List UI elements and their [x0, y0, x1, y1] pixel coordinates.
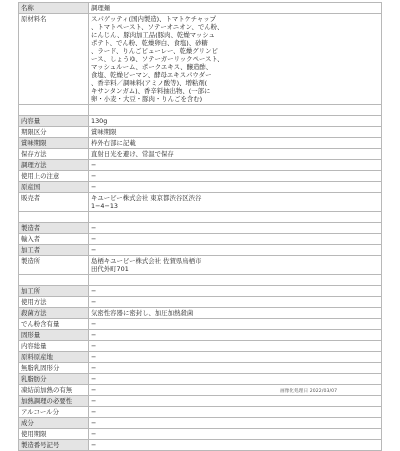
- table-row: [19, 374, 382, 385]
- row-value-line: −: [91, 342, 97, 350]
- row-value: [89, 245, 382, 256]
- row-value-line: にんじん、豚肉加工品(豚肉、乾燥マッシュ: [91, 31, 215, 39]
- row-label: 凍結前加熱の有無: [19, 385, 89, 396]
- row-value-line: 1−4−13: [91, 202, 118, 210]
- row-label: 加工者: [19, 245, 89, 256]
- table-row: [19, 429, 382, 440]
- table-row: [19, 149, 382, 160]
- row-value-line: −: [91, 246, 97, 254]
- row-label: 原産国: [19, 182, 89, 193]
- row-label: 調理方法: [19, 160, 89, 171]
- row-value-line: 、トマトペースト、ソテーオニオン、でん粉、: [91, 23, 224, 31]
- table-row: [19, 127, 382, 138]
- row-value: [89, 440, 382, 451]
- row-value: [89, 160, 382, 171]
- product-info-rows: [19, 3, 382, 451]
- row-value-line: −: [91, 408, 97, 416]
- row-value-line: −: [91, 364, 97, 372]
- row-value-line: 直射日光を避け、常温で保存: [91, 150, 174, 158]
- row-value: [89, 396, 382, 407]
- row-value-line: キユーピー株式会社 東京都渋谷区渋谷: [91, 194, 202, 202]
- row-value-line: −: [91, 375, 97, 383]
- table-row: [19, 418, 382, 429]
- row-label: 使用期限: [19, 429, 89, 440]
- row-value-line: 田代外町701: [91, 265, 129, 273]
- row-label: 製造所: [19, 256, 89, 275]
- row-value-line: キサンタンガム)、香辛料抽出物、(一部に: [91, 87, 211, 95]
- row-value: [89, 363, 382, 374]
- table-row: [19, 3, 382, 14]
- row-label: 加熱調理の必要性: [19, 396, 89, 407]
- row-value-line: スパゲッティ(国内製造)、トマトケチャップ: [91, 15, 217, 23]
- row-value-line: −: [91, 183, 97, 191]
- row-value: [89, 212, 382, 223]
- row-value: [89, 234, 382, 245]
- row-value: [89, 3, 382, 14]
- row-value-line: −: [91, 298, 97, 306]
- row-value-line: −: [91, 441, 97, 449]
- table-row: [19, 234, 382, 245]
- table-row: [19, 352, 382, 363]
- row-value: [89, 127, 382, 138]
- row-label: 固形量: [19, 330, 89, 341]
- row-value: [89, 182, 382, 193]
- processing-date-footer: 画像化処理日 2022/03/07: [280, 389, 338, 394]
- row-label: 製造者: [19, 223, 89, 234]
- row-value-line: 卵・小麦・大豆・豚肉・りんごを含む): [91, 95, 203, 103]
- row-value-line: 、ラード、りんごピューレー、乾燥グリンピ: [91, 47, 218, 55]
- row-value-line: 島栖キユーピー株式会社 佐賀県鳥栖市: [91, 257, 202, 265]
- row-value-line: −: [91, 386, 97, 394]
- table-row: [19, 116, 382, 127]
- row-value: [89, 429, 382, 440]
- row-value-line: −: [91, 161, 97, 169]
- table-row: [19, 212, 382, 223]
- row-label: 加工所: [19, 286, 89, 297]
- row-label: 保存方法: [19, 149, 89, 160]
- row-value: [89, 286, 382, 297]
- row-value: [89, 105, 382, 116]
- row-value-line: −: [91, 419, 97, 427]
- row-value-line: 賞味期限: [91, 128, 117, 136]
- row-value-line: −: [91, 172, 97, 180]
- table-row: [19, 171, 382, 182]
- row-value-line: −: [91, 224, 97, 232]
- row-value-line: 130g: [91, 117, 108, 125]
- row-value-line: −: [91, 353, 97, 361]
- table-row: [19, 407, 382, 418]
- table-row: [19, 330, 382, 341]
- table-row: [19, 182, 382, 193]
- row-value: [89, 14, 382, 105]
- row-value-line: 気密性容器に密封し、加圧加熱殺菌: [91, 309, 194, 317]
- row-value-line: マッシュルーム、ポークエキス、醸造酢、: [91, 63, 213, 71]
- row-value: [89, 171, 382, 182]
- row-label: 名称: [19, 3, 89, 14]
- row-value: [89, 341, 382, 352]
- row-label: 販売者: [19, 193, 89, 212]
- row-value: [89, 385, 382, 396]
- table-row: [19, 440, 382, 451]
- row-value-line: 枠外右部に記載: [91, 139, 136, 147]
- row-label: 賞味期限: [19, 138, 89, 149]
- row-label: 使用方法: [19, 297, 89, 308]
- table-row: [19, 160, 382, 171]
- row-value-line: ース、しょうゆ、ソテーガーリックペースト、: [91, 55, 224, 63]
- table-row: [19, 297, 382, 308]
- row-label: 原料原産地: [19, 352, 89, 363]
- row-label: 使用上の注意: [19, 171, 89, 182]
- row-label: 原材料名: [19, 14, 89, 105]
- row-value: [89, 418, 382, 429]
- row-label: 成分: [19, 418, 89, 429]
- row-value: [89, 193, 382, 212]
- row-label: でん粉含有量: [19, 319, 89, 330]
- row-label: 殺菌方法: [19, 308, 89, 319]
- row-label: 輸入者: [19, 234, 89, 245]
- table-row: [19, 286, 382, 297]
- row-value: [89, 352, 382, 363]
- row-label: アルコール分: [19, 407, 89, 418]
- row-label: [19, 212, 89, 223]
- row-value: [89, 407, 382, 418]
- row-value: [89, 149, 382, 160]
- product-info-table: [18, 2, 382, 451]
- row-value-line: −: [91, 287, 97, 295]
- table-row: [19, 308, 382, 319]
- table-row: [19, 138, 382, 149]
- table-row: [19, 341, 382, 352]
- row-value-line: −: [91, 320, 97, 328]
- table-row: [19, 245, 382, 256]
- table-row: [19, 223, 382, 234]
- row-label: 期限区分: [19, 127, 89, 138]
- row-value-line: 食塩、乾燥ピーマン、酵母エキスパウダー: [91, 71, 212, 79]
- table-row: [19, 193, 382, 212]
- table-row: [19, 275, 382, 286]
- row-value-line: −: [91, 397, 97, 405]
- row-value: [89, 330, 382, 341]
- table-row: [19, 105, 382, 116]
- row-value: [89, 275, 382, 286]
- row-label: 製造番号記号: [19, 440, 89, 451]
- row-value: [89, 223, 382, 234]
- row-label: [19, 275, 89, 286]
- row-value: [89, 138, 382, 149]
- row-value: [89, 374, 382, 385]
- row-value: [89, 297, 382, 308]
- row-label: 内容量: [19, 116, 89, 127]
- row-value-line: ポテト、でん粉、乾燥卵白、食塩)、砂糖: [91, 39, 208, 47]
- row-value-line: 調理麺: [91, 4, 111, 12]
- product-label-sheet: [18, 2, 382, 451]
- table-row: [19, 396, 382, 407]
- row-label: [19, 105, 89, 116]
- row-value: [89, 116, 382, 127]
- row-value-line: 、香辛料／調味料(アミノ酸等)、増粘剤(: [91, 79, 208, 87]
- row-value-line: −: [91, 430, 97, 438]
- row-label: 無脂乳固形分: [19, 363, 89, 374]
- row-label: 内容総量: [19, 341, 89, 352]
- row-label: 乳脂肪分: [19, 374, 89, 385]
- table-row: [19, 319, 382, 330]
- row-value: [89, 256, 382, 275]
- table-row: [19, 256, 382, 275]
- row-value: [89, 308, 382, 319]
- table-row: [19, 14, 382, 105]
- row-value-line: −: [91, 235, 97, 243]
- row-value: [89, 319, 382, 330]
- table-row: [19, 363, 382, 374]
- row-value-line: −: [91, 331, 97, 339]
